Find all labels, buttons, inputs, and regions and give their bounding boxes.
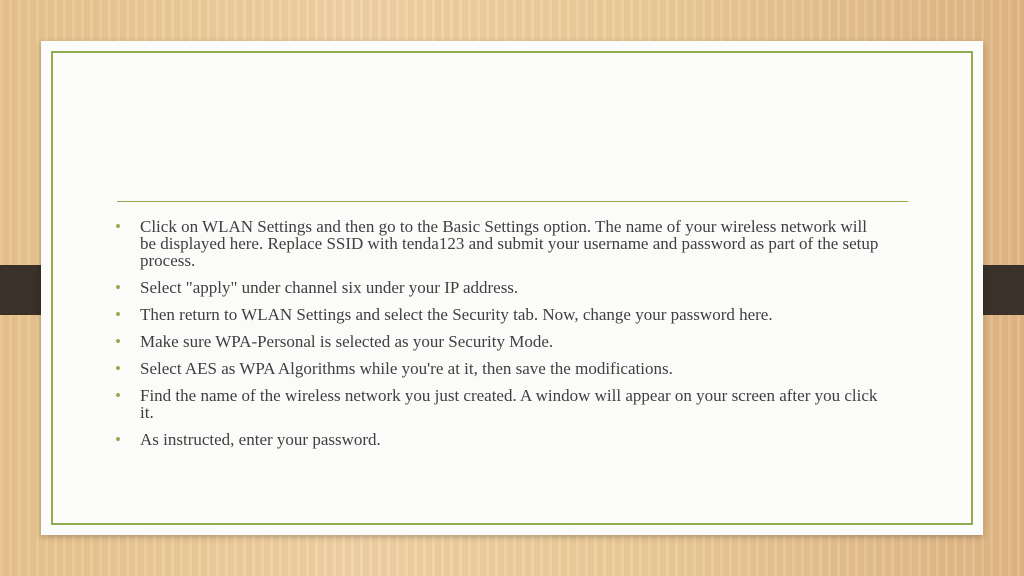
list-item bbox=[115, 431, 885, 448]
title-divider bbox=[117, 201, 908, 202]
list-item bbox=[115, 333, 885, 350]
bullet-text: Select "apply" under channel six under your IP address. bbox=[140, 278, 519, 297]
list-item bbox=[115, 218, 885, 269]
bullet-icon: • bbox=[115, 332, 121, 351]
bullet-text: Select AES as WPA Algorithms while you're at it, then save the modifications. bbox=[140, 359, 673, 378]
bullet-text: Click on WLAN Settings and then go to the Basic Settings option. The name of your wireless network will be displayed here. Replace SSID with tenda123 and submit your username and password as part of the setup process. bbox=[140, 217, 879, 270]
list-item bbox=[115, 387, 885, 421]
bullet-text: Then return to WLAN Settings and select the Security tab. Now, change your password here. bbox=[140, 305, 773, 324]
bullet-icon: • bbox=[115, 305, 121, 324]
bullet-icon: • bbox=[115, 430, 121, 449]
list-item bbox=[115, 279, 885, 296]
bullet-text: Make sure WPA-Personal is selected as your Security Mode. bbox=[140, 332, 554, 351]
bullet-icon: • bbox=[115, 386, 121, 405]
list-item bbox=[115, 306, 885, 323]
bullet-icon: • bbox=[115, 359, 121, 378]
bullet-list bbox=[115, 218, 885, 458]
bullet-icon: • bbox=[115, 217, 121, 236]
list-item bbox=[115, 360, 885, 377]
bullet-text: Find the name of the wireless network you just created. A window will appear on your screen after you click it. bbox=[140, 386, 878, 422]
bullet-icon: • bbox=[115, 278, 121, 297]
slide-card bbox=[41, 41, 983, 535]
bullet-text: As instructed, enter your password. bbox=[140, 430, 381, 449]
